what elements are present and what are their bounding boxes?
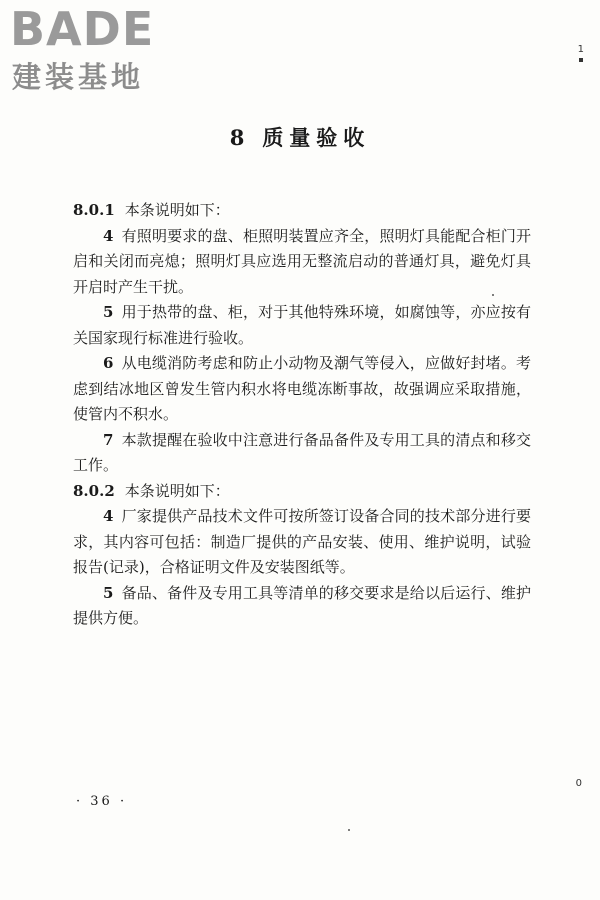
corner-mark: 1 (578, 44, 584, 62)
section-intro: 本条说明如下： (124, 201, 230, 219)
item-number: 4 (103, 226, 114, 245)
item-number: 6 (103, 354, 114, 372)
item-number: 5 (103, 303, 114, 321)
speck (348, 829, 350, 831)
item-text: 本款提醒在验收中注意进行备品备件及专用工具的清点和移交工作。 (73, 430, 531, 474)
side-mark: 0 (575, 778, 582, 789)
list-item (73, 428, 531, 479)
watermark-brand: BADE (10, 2, 155, 56)
item-number: 7 (103, 430, 114, 449)
section-number: 8.0.2 (73, 481, 115, 500)
section-heading (73, 198, 531, 224)
watermark-subtitle: 建装基地 (12, 60, 145, 94)
list-item (73, 351, 531, 428)
item-number: 5 (103, 583, 114, 602)
section-number: 8.0.1 (73, 201, 115, 219)
chapter-title (0, 122, 600, 152)
chapter-number: 8 (229, 125, 251, 150)
item-text: 有照明要求的盘、柜照明装置应齐全，照明灯具能配合柜门开启和关闭而亮熄；照明灯具应选用无整流启动的普通灯具，避免灯具开启时产生干扰。 (73, 226, 531, 296)
page-number: · 36 · (76, 794, 128, 809)
list-item (73, 224, 531, 301)
watermark-logo (10, 4, 180, 96)
item-text: 从电缆消防考虑和防止小动物及潮气等侵入，应做好封堵。考虑到结冰地区曾发生管内积水将电缆冻断事故，故强调应采取措施，使管内不积水。 (73, 354, 531, 423)
item-text: 厂家提供产品技术文件可按所签订设备合同的技术部分进行要求，其内容可包括：制造厂提供的产品安装、使用、维护说明，试验报告(记录)，合格证明文件及安装图纸等。 (73, 507, 531, 576)
item-text: 用于热带的盘、柜，对于其他特殊环境，如腐蚀等，亦应按有关国家现行标准进行验收。 (73, 303, 531, 347)
item-text: 备品、备件及专用工具等清单的移交要求是给以后运行、维护提供方便。 (73, 583, 531, 627)
chapter-name: 质量验收 (262, 125, 371, 150)
list-item (73, 300, 531, 351)
document-body (73, 198, 531, 632)
section-intro: 本条说明如下： (124, 481, 230, 500)
section-heading (73, 479, 531, 505)
list-item (73, 581, 531, 632)
list-item (73, 504, 531, 581)
item-number: 4 (103, 507, 114, 525)
